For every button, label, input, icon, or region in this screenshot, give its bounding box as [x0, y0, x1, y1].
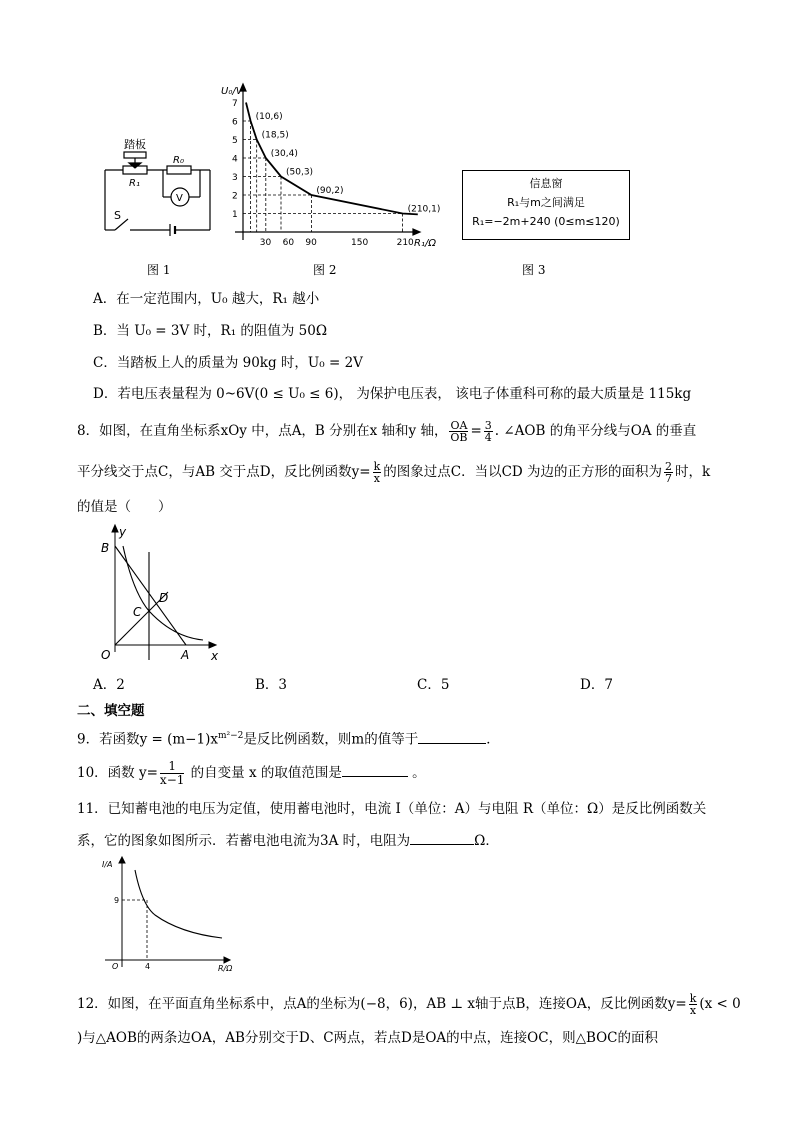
q8-frac-3-4: $\frac{3}{4}$: [484, 419, 492, 444]
voltmeter-label: V: [176, 193, 183, 204]
q11-origin-label: O: [112, 962, 119, 971]
figure3-caption: 图 3: [522, 263, 546, 277]
figure2-graph: [215, 82, 440, 250]
r0-resistor: [167, 166, 191, 174]
q10-answer-blank[interactable]: [342, 762, 408, 777]
q10-line: 10．函数 y= $\frac{1}{x-1}$ 的自变量 x 的取值范围是 。: [77, 759, 426, 787]
y-tick-label: 7: [232, 99, 238, 109]
y-tick-label: 6: [232, 117, 238, 128]
x-tick-label: 30: [259, 238, 272, 248]
r0-label: R₀: [173, 155, 184, 166]
fig2-y-axis-label: U₀/V: [221, 86, 243, 97]
point-label: (30,4): [270, 149, 298, 159]
q11-x-axis-label: R/Ω: [218, 964, 233, 973]
q11-line2: 系，它的图象如图所示．若蓄电池电流为3A 时，电阻为 Ω．: [77, 830, 499, 850]
q11-figure: [100, 855, 240, 977]
q9-line: 9．若函数$y = (m-1)x^{m^2-2}$是反比例函数，则m的值等于 ．: [77, 727, 500, 749]
q8-label-C: C: [133, 605, 142, 619]
figure1-circuit: [100, 135, 220, 240]
q11-x-tick: 4: [145, 962, 151, 971]
q8-frac-oa-ob: $\frac{OA}{OB}$: [450, 419, 468, 444]
q10-frac: $\frac{1}{x-1}$: [159, 759, 185, 787]
point-label: (18,5): [261, 130, 289, 141]
q7-option-c: C．当踏板上人的质量为 90kg 时，U₀ = 2V: [93, 355, 363, 371]
q8-figure: [93, 522, 228, 664]
r1-label: R₁: [129, 178, 140, 189]
point-label: (50,3): [286, 167, 314, 178]
segment-ab: [115, 546, 186, 645]
q9-answer-blank[interactable]: [418, 729, 486, 744]
figure1-caption: 图 1: [147, 263, 171, 277]
y-tick-label: 5: [232, 136, 238, 146]
pedal-label: 踏板: [124, 138, 146, 151]
q11-line1: 11．已知蓄电池的电压为定值，使用蓄电池时，电流 I（单位：A）与电阻 R（单位：Ω）是反比例函数关: [77, 801, 707, 817]
y-tick-label: 3: [232, 173, 238, 183]
q12-frac-k-x: $\frac{k}{x}$: [689, 992, 697, 1017]
x-tick-label: 150: [351, 238, 369, 248]
point-label: (210,1): [407, 204, 440, 215]
q8-frac-2-7: $\frac{2}{7}$: [665, 460, 673, 485]
x-tick-label: 90: [305, 238, 317, 248]
section-title-fill-in: 二、填空题: [77, 703, 145, 719]
q8-option-d: D．7: [580, 677, 613, 693]
switch-label: S: [114, 209, 121, 222]
q12-line2: )与△AOB的两条边OA，AB分别交于D、C两点，若点D是OA的中点，连接OC，则△BOC的面积: [77, 1030, 659, 1046]
y-tick-label: 1: [232, 210, 238, 220]
q8-option-c: C．5: [417, 677, 450, 693]
q7-option-b: B．当 U₀ = 3V 时，R₁ 的阻值为 50Ω: [93, 323, 328, 339]
q11-answer-blank[interactable]: [410, 830, 474, 845]
q12-line1: 12．如图，在平面直角坐标系中，点A的坐标为(−8，6)，AB ⊥ x轴于点B，连接OA，反比例函数y= $\frac{k}{x}$ (x < 0: [77, 992, 741, 1017]
x-tick-label: 210: [396, 238, 414, 248]
info-window-title: 信息窗: [529, 177, 563, 190]
x-tick-label: 60: [282, 238, 295, 248]
q8-option-b: B．3: [255, 677, 288, 693]
q8-label-O: O: [101, 648, 111, 662]
q8-label-y: y: [119, 525, 127, 539]
q8-label-A: A: [181, 648, 190, 662]
q7-option-d: D．若电压表量程为 0~6V(0 ≤ U₀ ≤ 6)， 为保护电压表， 该电子体重科可称的最大质量是 115kg: [93, 386, 692, 402]
point-label: (90,2): [316, 186, 344, 196]
q8-label-B: B: [101, 541, 110, 555]
q11-y-tick: 9: [114, 896, 120, 905]
q11-y-axis-label: I/A: [102, 860, 113, 869]
y-tick-label: 4: [232, 154, 238, 165]
q8-line2: 平分线交于点C，与AB 交于点D，反比例函数y= $\frac{k}{x}$ 的图象过点C．当以CD 为边的正方形的面积为 $\frac{2}{7}$ 时，k: [77, 460, 711, 485]
pedal-block: [124, 152, 146, 158]
y-tick-label: 2: [232, 191, 238, 202]
q8-label-x: x: [211, 649, 219, 663]
q8-frac-k-x: $\frac{k}{x}$: [373, 460, 381, 485]
q8-label-D: D: [159, 591, 169, 605]
q7-option-a: A．在一定范围内，U₀ 越大，R₁ 越小: [93, 291, 320, 307]
q8-line1: 8．如图，在直角坐标系xOy 中，点A，B 分别在x 轴和y 轴， $\frac{OA}{OB}$ = $\frac{3}{4}$ . ∠AOB 的角平分线与OA 的垂直: [77, 419, 697, 444]
info-window-line2: R₁=−2m+240 (0≤m≤120): [472, 215, 620, 228]
point-label: (10,6): [255, 112, 283, 122]
info-window-line1: R₁与m之间满足: [507, 196, 585, 209]
figure2-caption: 图 2: [313, 263, 337, 277]
current-resistance-curve: [135, 870, 222, 938]
q8-line3: 的值是（ ）: [77, 499, 172, 515]
info-window: [462, 170, 630, 240]
q8-option-a: A．2: [93, 677, 125, 693]
fig2-x-axis-label: R₁/Ω: [414, 238, 436, 249]
